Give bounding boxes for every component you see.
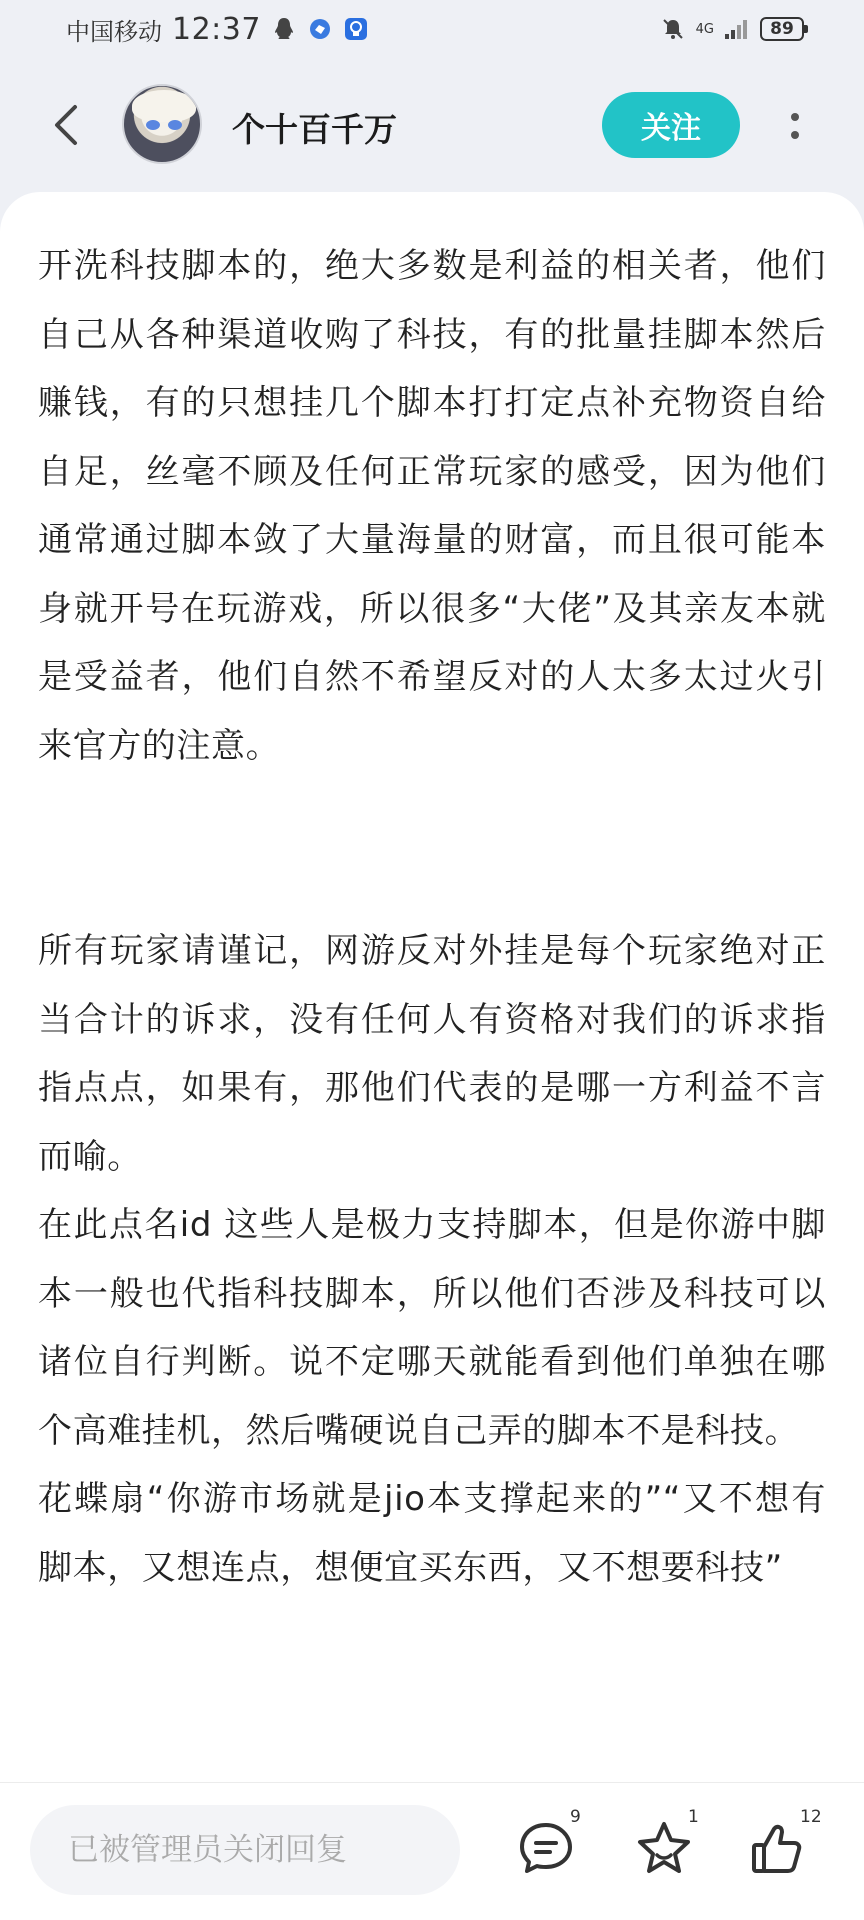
comment-icon [514,1817,578,1881]
follow-button[interactable]: 关注 [602,92,740,158]
avatar-eye-left [146,120,160,130]
comment-button[interactable] [514,1807,581,1881]
battery-indicator: 89 [760,17,804,41]
network-type: 4G [695,21,714,37]
status-right [660,16,804,42]
like-button[interactable] [746,1807,822,1881]
status-bar [0,0,864,58]
back-button[interactable] [46,100,86,150]
status-left [66,12,369,47]
username[interactable]: 个十百千万 [232,110,397,149]
avatar[interactable] [122,84,202,164]
reply-input[interactable]: 已被管理员关闭回复 [30,1805,460,1895]
app-notification-icon [307,16,333,42]
bulb-app-icon [343,16,369,42]
chevron-left-icon [51,103,81,147]
post-paragraph: 花蝶扇“你游市场就是jio本支撑起来的”“又不想有脚本，又想连点，想便宜买东西，又不想要科技” [38,1479,826,1588]
post-content [0,192,864,1782]
like-count: 12 [800,1807,822,1827]
post-header [0,70,864,180]
post-paragraph: 在此点名id 这些人是极力支持脚本，但是你游中脚本一般也代指科技脚本，所以他们否涉及科技可以诸位自行判断。说不定哪天就能看到他们单独在哪个高难挂机，然后嘴硬说自己弄的脚本不是科技。 [38,1205,826,1451]
star-icon [632,1817,696,1881]
dot-icon [791,131,799,139]
bottom-action-bar [0,1782,864,1920]
clock: 12:37 [172,11,261,47]
avatar-eye-right [168,120,182,130]
signal-icon [724,16,750,42]
paragraph-gap [38,780,826,917]
comment-count: 9 [570,1807,581,1827]
qq-penguin-icon [271,16,297,42]
carrier-name: 中国移动 [66,17,162,46]
avatar-hair-shape [132,90,196,122]
dot-icon [791,113,799,121]
more-options-button[interactable] [780,96,810,156]
favorite-button[interactable] [632,1807,699,1881]
favorite-count: 1 [688,1807,699,1827]
post-paragraph: 开洗科技脚本的，绝大多数是利益的相关者，他们自己从各种渠道收购了科技，有的批量挂脚本然后赚钱，有的只想挂几个脚本打打定点补充物资自给自足，丝毫不顾及任何正常玩家的感受，因为他们通常通过脚本敛了大量海量的财富，而且很可能本身就开号在玩游戏，所以很多“大佬”及其亲友本就是受益者，他们自然不希望反对的人太多太过火引来官方的注意。 [38,246,826,766]
bell-muted-icon [660,16,686,42]
post-paragraph: 所有玩家请谨记，网游反对外挂是每个玩家绝对正当合计的诉求，没有任何人有资格对我们的诉求指指点点，如果有，那他们代表的是哪一方利益不言而喻。 [38,931,826,1177]
